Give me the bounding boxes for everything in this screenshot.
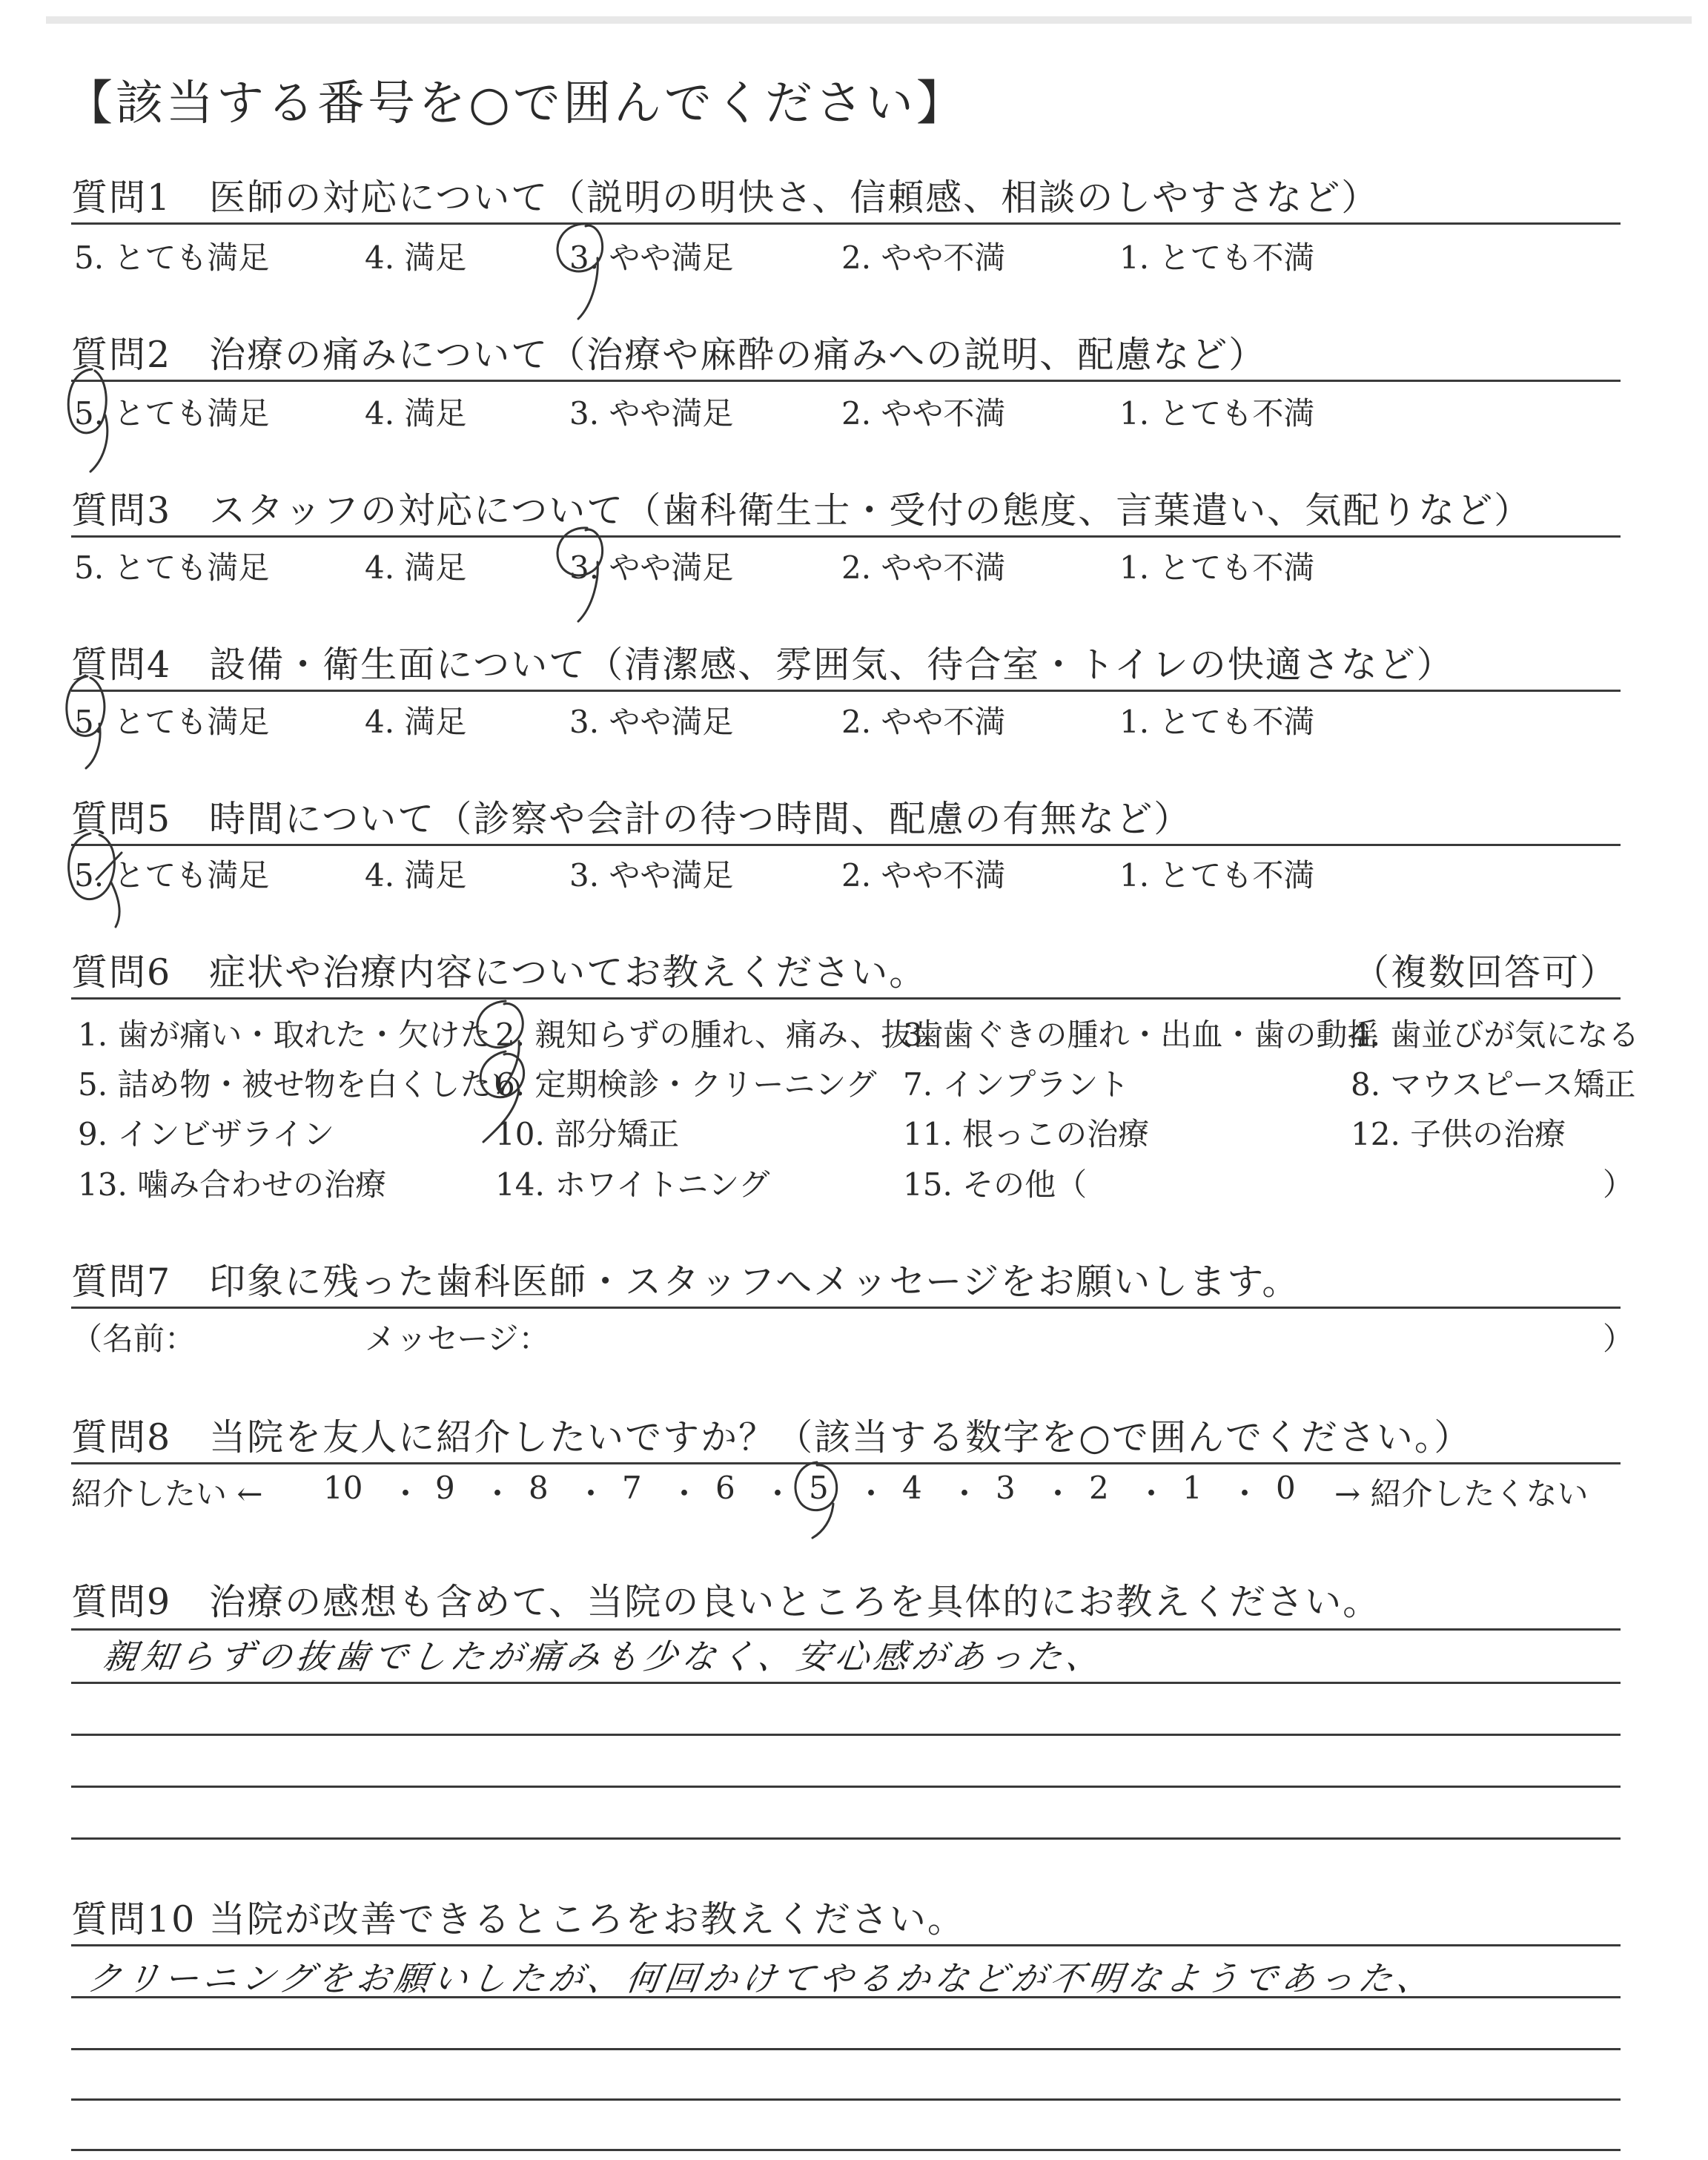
q5-option-2[interactable]: 2. やや不満 [841, 857, 1006, 894]
q2-option-1[interactable]: 1. とても不満 [1119, 395, 1315, 432]
instruction-header: 【該当する番号を○で囲んでください】 [65, 76, 967, 131]
q5-option-1[interactable]: 1. とても不満 [1119, 857, 1315, 894]
q2-option-2[interactable]: 2. やや不満 [841, 395, 1006, 432]
q10-rule-3 [71, 2048, 1621, 2050]
q1-option-2[interactable]: 2. やや不満 [841, 240, 1006, 276]
q5-option-4[interactable]: 4. 満足 [365, 857, 467, 894]
q6-item-7[interactable]: 7. インプラント [903, 1066, 1130, 1103]
q8-scale-dot: ・ [669, 1476, 701, 1512]
q1-title: 質問1 医師の対応について（説明の明快さ、信頼感、相談のしやすさなど） [71, 176, 1380, 219]
q8-scale-4[interactable]: 4 [902, 1470, 922, 1506]
q8-scale-dot: ・ [390, 1476, 422, 1512]
q6-item-10[interactable]: 10. 部分矯正 [495, 1116, 680, 1152]
q3-option-3[interactable]: 3. やや満足 [569, 549, 734, 586]
q8-scale-0[interactable]: 0 [1276, 1470, 1296, 1506]
q1-option-3[interactable]: 3. やや満足 [569, 240, 734, 276]
q4-title: 質問4 設備・衛生面について（清潔感、雰囲気、待合室・トイレの快適さなど） [71, 644, 1454, 686]
q8-left-label: 紹介したい ← [71, 1476, 263, 1512]
q8-scale-dot: ・ [575, 1476, 607, 1512]
q4-option-2[interactable]: 2. やや不満 [841, 704, 1006, 740]
q3-title: 質問3 スタッフの対応について（歯科衛生士・受付の態度、言葉遣い、気配りなど） [71, 489, 1532, 532]
top-border [46, 16, 1692, 24]
q9-title: 質問9 治療の感想も含めて、当院の良いところを具体的にお教えください。 [71, 1581, 1381, 1623]
q1-option-5[interactable]: 5. とても満足 [74, 240, 270, 276]
q4-option-4[interactable]: 4. 満足 [365, 704, 467, 740]
q6-item-1[interactable]: 1. 歯が痛い・取れた・欠けた [78, 1017, 491, 1053]
q8-scale-dot: ・ [1136, 1476, 1168, 1512]
q9-rule-4 [71, 1786, 1621, 1788]
q6-item-11[interactable]: 11. 根っこの治療 [903, 1116, 1150, 1152]
q7-close-paren: ） [1603, 1321, 1635, 1357]
q9-handwritten-answer[interactable]: 親知らずの抜歯でしたが痛みも少なく、安心感があった、 [100, 1636, 1108, 1677]
q8-scale-5[interactable]: 5 [809, 1470, 829, 1506]
q10-handwritten-answer[interactable]: クリーニングをお願いしたが、何回かけてやるかなどが不明なようであった、 [84, 1958, 1438, 1998]
q6-other-close-paren: ） [1603, 1166, 1635, 1203]
q3-rule [71, 535, 1621, 538]
q8-scale-3[interactable]: 3 [996, 1470, 1016, 1506]
q8-right-label: → 紹介したくない [1334, 1476, 1589, 1512]
q8-scale-dot: ・ [1229, 1476, 1261, 1512]
q4-rule [71, 690, 1621, 692]
q8-scale-8[interactable]: 8 [529, 1470, 549, 1506]
q7-message-label: メッセージ： [365, 1321, 550, 1357]
q5-rule [71, 844, 1621, 846]
q6-item-15[interactable]: 15. その他（ [903, 1166, 1088, 1203]
q9-rule-5 [71, 1837, 1621, 1840]
q6-item-4[interactable]: 4. 歯並びが気になる [1351, 1017, 1640, 1053]
q8-scale-10[interactable]: 10 [323, 1470, 363, 1506]
q8-scale-dot: ・ [482, 1476, 514, 1512]
q7-rule [71, 1307, 1621, 1309]
q6-rule [71, 997, 1621, 1000]
q6-title: 質問6 症状や治療内容についてお教えください。 [71, 951, 927, 994]
q4-option-3[interactable]: 3. やや満足 [569, 704, 734, 740]
q6-item-14[interactable]: 14. ホワイトニング [495, 1166, 770, 1203]
q3-option-2[interactable]: 2. やや不満 [841, 549, 1006, 586]
q2-rule [71, 380, 1621, 382]
q5-title: 質問5 時間について（診察や会計の待つ時間、配慮の有無など） [71, 798, 1192, 840]
q6-item-13[interactable]: 13. 噛み合わせの治療 [78, 1166, 387, 1203]
q7-name-label: （名前： [71, 1321, 196, 1357]
q10-rule-5 [71, 2149, 1621, 2151]
q6-item-8[interactable]: 8. マウスピース矯正 [1351, 1066, 1636, 1103]
q8-scale-7[interactable]: 7 [622, 1470, 642, 1506]
q1-rule [71, 222, 1621, 225]
q1-option-4[interactable]: 4. 満足 [365, 240, 467, 276]
q10-rule-1 [71, 1944, 1621, 1946]
q3-option-5[interactable]: 5. とても満足 [74, 549, 270, 586]
q6-item-9[interactable]: 9. インビザライン [78, 1116, 335, 1152]
q2-option-3[interactable]: 3. やや満足 [569, 395, 734, 432]
q2-option-4[interactable]: 4. 満足 [365, 395, 467, 432]
q8-scale-dot: ・ [1042, 1476, 1074, 1512]
q10-title: 質問10 当院が改善できるところをお教えください。 [71, 1898, 965, 1941]
q6-item-3[interactable]: 3. 歯ぐきの腫れ・出血・歯の動揺 [903, 1017, 1379, 1053]
q1-option-1[interactable]: 1. とても不満 [1119, 240, 1315, 276]
q8-scale-2[interactable]: 2 [1089, 1470, 1109, 1506]
q6-item-2[interactable]: 2. 親知らずの腫れ、痛み、抜歯 [495, 1017, 944, 1053]
q8-scale-9[interactable]: 9 [435, 1470, 455, 1506]
q6-item-5[interactable]: 5. 詰め物・被せ物を白くしたい [78, 1066, 523, 1103]
q9-rule-2 [71, 1682, 1621, 1684]
q3-option-4[interactable]: 4. 満足 [365, 549, 467, 586]
q8-rule [71, 1462, 1621, 1464]
q8-scale-dot: ・ [762, 1476, 794, 1512]
q8-scale-1[interactable]: 1 [1182, 1470, 1202, 1506]
q8-title: 質問8 当院を友人に紹介したいですか？（該当する数字を○で囲んでください。） [71, 1416, 1472, 1459]
q2-title: 質問2 治療の痛みについて（治療や麻酔の痛みへの説明、配慮など） [71, 334, 1267, 376]
q6-multiple-note: （複数回答可） [1353, 951, 1618, 994]
q3-option-1[interactable]: 1. とても不満 [1119, 549, 1315, 586]
q6-item-6[interactable]: 6. 定期検診・クリーニング [495, 1066, 877, 1103]
q4-option-1[interactable]: 1. とても不満 [1119, 704, 1315, 740]
q5-option-3[interactable]: 3. やや満足 [569, 857, 734, 894]
q5-option-5[interactable]: 5. とても満足 [74, 857, 270, 894]
q6-item-12[interactable]: 12. 子供の治療 [1351, 1116, 1566, 1152]
q7-title: 質問7 印象に残った歯科医師・スタッフへメッセージをお願いします。 [71, 1261, 1300, 1303]
q2-option-5[interactable]: 5. とても満足 [74, 395, 270, 432]
q8-scale-6[interactable]: 6 [715, 1470, 735, 1506]
q8-scale-dot: ・ [855, 1476, 887, 1512]
q10-rule-4 [71, 2098, 1621, 2101]
q9-rule-3 [71, 1734, 1621, 1736]
q4-option-5[interactable]: 5. とても満足 [74, 704, 270, 740]
q8-scale-dot: ・ [949, 1476, 981, 1512]
